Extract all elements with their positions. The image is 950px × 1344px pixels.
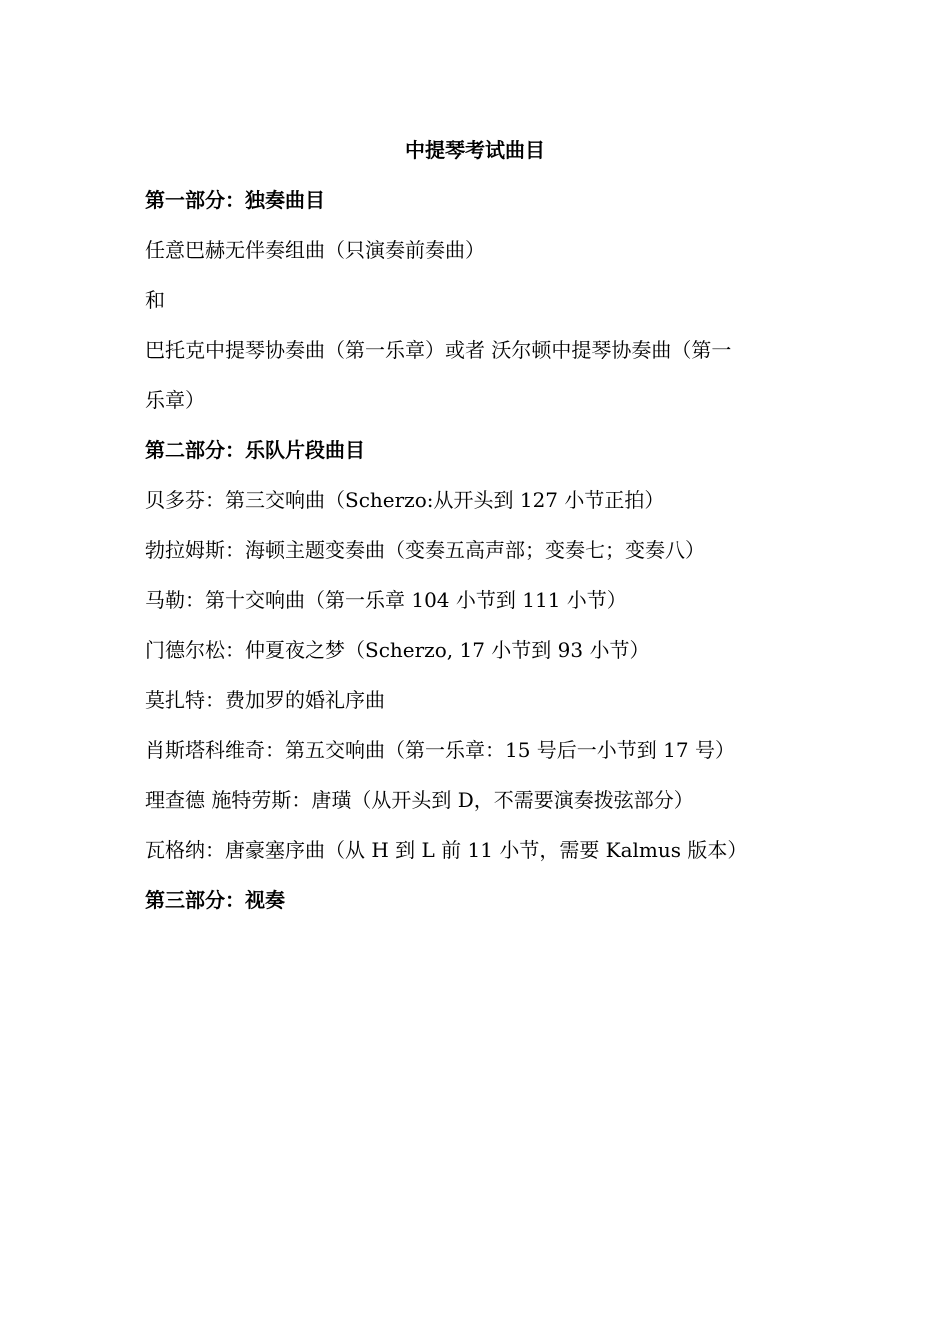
excerpt-item: 莫扎特：费加罗的婚礼序曲 — [145, 688, 385, 712]
excerpt-item: 马勒：第十交响曲（第一乐章 104 小节到 111 小节） — [145, 588, 627, 612]
part2-heading: 第二部分：乐队片段曲目 — [145, 438, 365, 462]
excerpt-item: 勃拉姆斯：海顿主题变奏曲（变奏五高声部；变奏七；变奏八） — [145, 538, 705, 562]
part1-line: 和 — [145, 288, 165, 312]
excerpt-item: 瓦格纳：唐豪塞序曲（从 H 到 L 前 11 小节，需要 Kalmus 版本） — [145, 838, 748, 862]
excerpt-item: 贝多芬：第三交响曲（Scherzo:从开头到 127 小节正拍） — [145, 488, 665, 512]
part1-heading: 第一部分：独奏曲目 — [145, 188, 325, 212]
part3-heading: 第三部分：视奏 — [145, 888, 285, 912]
part1-line: 任意巴赫无伴奏组曲（只演奏前奏曲） — [145, 238, 485, 262]
document-title: 中提琴考试曲目 — [405, 138, 545, 162]
part1-line: 乐章） — [145, 388, 205, 412]
excerpt-item: 理查德 施特劳斯：唐璜（从开头到 D，不需要演奏拨弦部分） — [145, 788, 694, 812]
excerpt-item: 肖斯塔科维奇：第五交响曲（第一乐章：15 号后一小节到 17 号） — [145, 738, 735, 762]
part1-line: 巴托克中提琴协奏曲（第一乐章）或者 沃尔顿中提琴协奏曲（第一 — [145, 338, 732, 362]
excerpt-item: 门德尔松：仲夏夜之梦（Scherzo, 17 小节到 93 小节） — [145, 638, 650, 662]
